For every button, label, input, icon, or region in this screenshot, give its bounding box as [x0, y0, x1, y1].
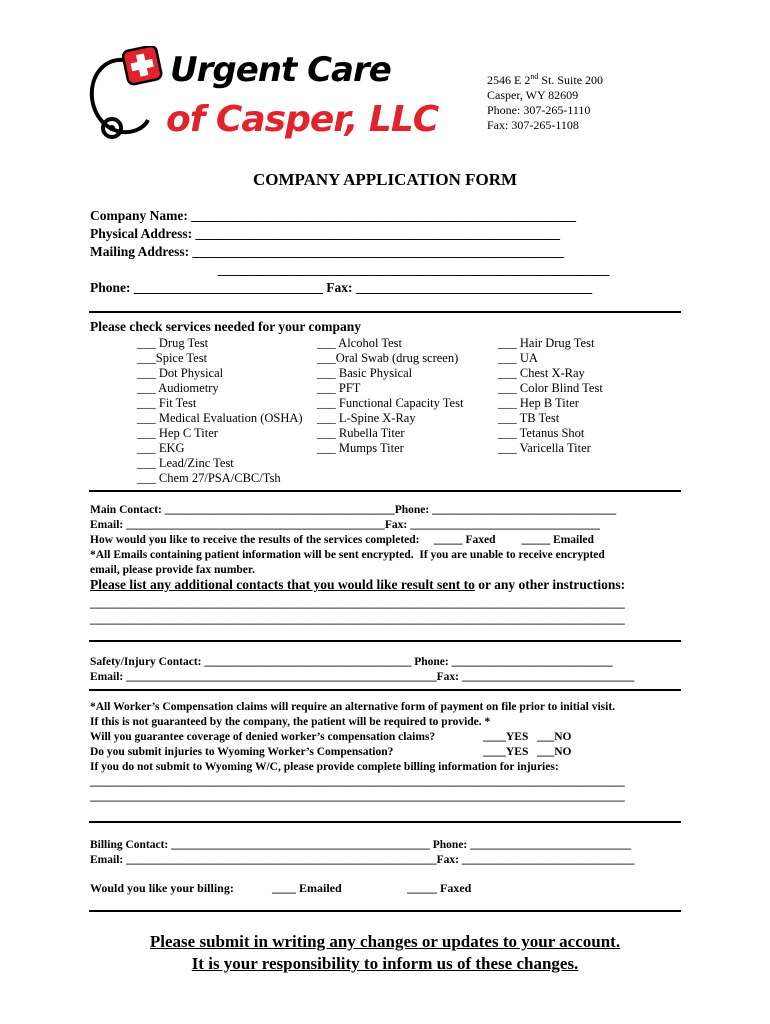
- service-item[interactable]: ___ Alcohol Test: [317, 336, 403, 350]
- main-contact-section: [90, 503, 616, 578]
- services-column-1: [137, 336, 303, 486]
- service-item[interactable]: ___ Tetanus Shot: [498, 426, 585, 440]
- service-item[interactable]: ___ Audiometry: [137, 381, 219, 395]
- additional-contacts-prompt: Please list any additional contacts that you would like result sent to or any other instructions:: [90, 577, 626, 592]
- encrypted-note: email, please provide fax number.: [90, 564, 255, 576]
- mailing-address-line-2[interactable]: __________________________________________________________: [218, 262, 610, 277]
- billing-section: [90, 838, 634, 868]
- safety-section: [90, 655, 634, 685]
- service-item[interactable]: ___ Basic Physical: [317, 366, 413, 380]
- billing-faxed-option[interactable]: _____ Faxed: [407, 881, 472, 895]
- footer-line-1: Please submit in writing any changes or updates to your account.: [149, 932, 621, 951]
- workers-comp-note: If this is not guaranteed by the company, the patient will be required to provide. *: [90, 716, 491, 728]
- results-method[interactable]: How would you like to receive the results of the services completed: _____ Faxed _____ Emailed: [90, 534, 594, 546]
- workers-comp-section: [90, 700, 625, 805]
- main-contact-field[interactable]: Main Contact: ________________________________________Phone: ________________________________: [90, 504, 617, 516]
- service-item[interactable]: ___ UA: [498, 351, 538, 365]
- divider: [89, 311, 681, 313]
- service-item[interactable]: ___ Chest X-Ray: [498, 366, 585, 380]
- service-item[interactable]: ___ Hep C Titer: [137, 426, 218, 440]
- safety-contact-field[interactable]: Safety/Injury Contact: ____________________________________ Phone: ____________________________: [90, 656, 613, 668]
- services-heading: Please check services needed for your company: [90, 319, 361, 334]
- service-item[interactable]: ___ Functional Capacity Test: [317, 396, 464, 410]
- service-item[interactable]: ___ Drug Test: [137, 336, 209, 350]
- service-item[interactable]: ___ Hep B Titer: [498, 396, 579, 410]
- logo-line-2: of Casper, LLC: [166, 99, 439, 140]
- billing-contact-field[interactable]: Billing Contact: _____________________________________________ Phone: ____________________________: [90, 839, 632, 851]
- service-item[interactable]: ___ TB Test: [498, 411, 560, 425]
- billing-info-prompt: If you do not submit to Wyoming W/C, please provide complete billing information for injuries:: [90, 761, 559, 773]
- billing-preference: [90, 881, 690, 897]
- service-item[interactable]: ___ PFT: [317, 381, 361, 395]
- company-name-field[interactable]: Company Name: _________________________________________________________: [90, 208, 576, 223]
- service-item[interactable]: ___ Hair Drug Test: [498, 336, 595, 350]
- billing-emailed-option[interactable]: ____ Emailed: [272, 881, 342, 895]
- divider: [89, 689, 681, 691]
- blank-line[interactable]: _____________________________________________________________________________________________: [90, 598, 625, 610]
- blank-line[interactable]: _____________________________________________________________________________________________: [90, 776, 625, 788]
- service-item[interactable]: ___ Chem 27/PSA/CBC/Tsh: [137, 471, 281, 485]
- service-item[interactable]: ___ Color Blind Test: [498, 381, 603, 395]
- service-item[interactable]: ___ Fit Test: [137, 396, 197, 410]
- clinic-address: [487, 69, 603, 133]
- billing-email-field[interactable]: Email: ______________________________________________________Fax: ______________________________: [90, 854, 635, 866]
- divider: [89, 640, 681, 642]
- service-item[interactable]: ___ Medical Evaluation (OSHA): [137, 411, 303, 425]
- billing-preference-label: Would you like your billing:: [90, 881, 234, 895]
- divider: [89, 910, 681, 912]
- phone-fax-field[interactable]: Phone: ____________________________ Fax: ___________________________________: [90, 280, 593, 295]
- service-item[interactable]: ___ EKG: [137, 441, 185, 455]
- physical-address-field[interactable]: Physical Address: ______________________________________________________: [90, 226, 561, 241]
- service-item[interactable]: ___ Lead/Zinc Test: [137, 456, 234, 470]
- main-email-field[interactable]: Email: _____________________________________________Fax: _________________________________: [90, 519, 600, 531]
- service-item[interactable]: ___ L-Spine X-Ray: [317, 411, 416, 425]
- divider: [89, 490, 681, 492]
- service-item[interactable]: ___Oral Swab (drug screen): [317, 351, 459, 365]
- company-info-section: [90, 207, 610, 297]
- service-item[interactable]: ___ Varicella Titer: [498, 441, 591, 455]
- encrypted-note: *All Emails containing patient information will be sent encrypted. If you are unable to receive encrypted: [90, 549, 605, 561]
- guarantee-options[interactable]: ____YES ___NO: [483, 731, 572, 743]
- address-line-1: 2546 E 2nd St. Suite 200: [487, 72, 604, 87]
- workers-comp-note: *All Worker’s Compensation claims will require an alternative form of payment on file prior to initial visit.: [90, 701, 616, 713]
- service-item[interactable]: ___ Rubella Titer: [317, 426, 405, 440]
- wyoming-wc-question: Do you submit injuries to Wyoming Worker’s Compensation? ____YES ___NO: [90, 746, 572, 758]
- blank-line[interactable]: _____________________________________________________________________________________________: [90, 791, 625, 803]
- address-line-2: Casper, WY 82609: [487, 88, 579, 102]
- company-logo: [86, 46, 446, 156]
- footer-line-2: It is your responsibility to inform us of these changes.: [191, 954, 579, 973]
- services-column-3: [498, 336, 603, 456]
- wyoming-wc-options[interactable]: ____YES ___NO: [483, 746, 572, 758]
- blank-line[interactable]: _____________________________________________________________________________________________: [90, 614, 625, 626]
- guarantee-question: Will you guarantee coverage of denied worker’s compensation claims? ____YES ___NO: [90, 731, 572, 743]
- logo-line-1: Urgent Care: [170, 50, 391, 90]
- additional-contacts-lines: [90, 596, 625, 628]
- services-column-2: [317, 336, 463, 456]
- address-fax: Fax: 307-265-1108: [487, 118, 579, 132]
- service-item[interactable]: ___ Dot Physical: [137, 366, 224, 380]
- service-item[interactable]: ___ Mumps Titer: [317, 441, 404, 455]
- form-title: COMPANY APPLICATION FORM: [252, 170, 518, 189]
- safety-email-field[interactable]: Email: ______________________________________________________Fax: ______________________________: [90, 671, 635, 683]
- service-item[interactable]: ___Spice Test: [137, 351, 208, 365]
- address-phone: Phone: 307-265-1110: [487, 103, 591, 117]
- divider: [89, 821, 681, 823]
- mailing-address-field[interactable]: Mailing Address: _______________________________________________________: [90, 244, 564, 259]
